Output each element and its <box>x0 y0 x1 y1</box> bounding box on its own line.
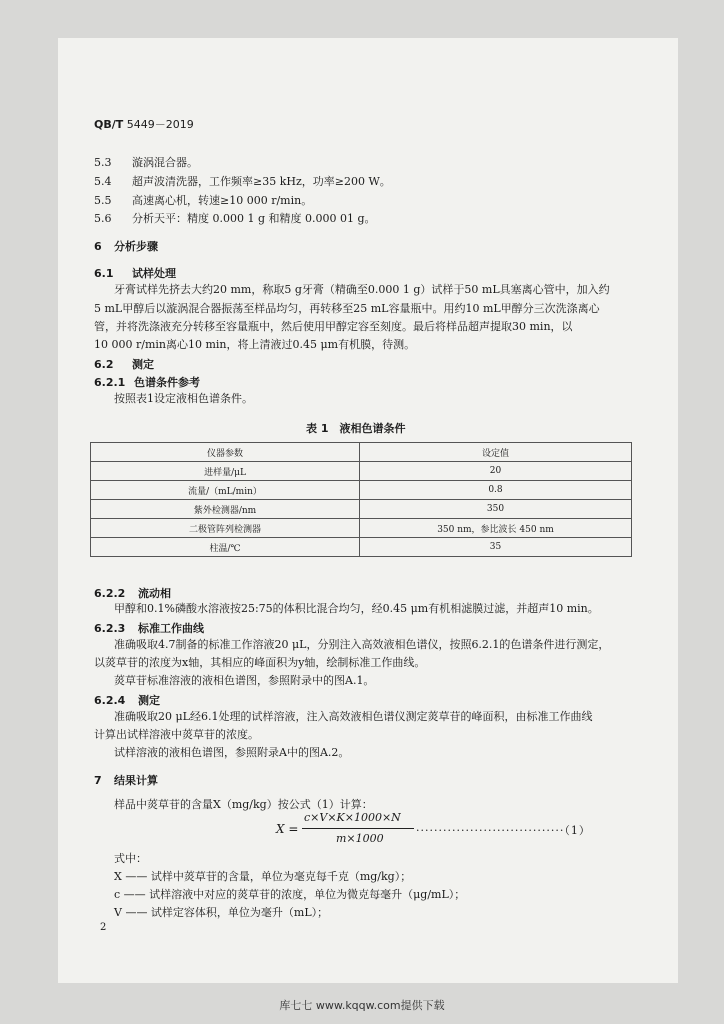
s61-line-3: 管，并将洗涤液充分转移至容量瓶中，然后使用甲醇定容至刻度。最后将样品超声提取30 min，以 <box>94 320 573 333</box>
fraction-bar <box>302 828 414 829</box>
table-cell: 350 <box>360 500 632 519</box>
formula-numerator: c×V×K×1000×N <box>304 811 401 824</box>
equip-item-5-4: 5.4 超声波清洗器，工作频率≥35 kHz，功率≥200 W。 <box>94 175 391 188</box>
s624-line-2: 计算出试样溶液中菼草苷的浓度。 <box>94 728 259 741</box>
table-cell: 流量/（mL/min） <box>91 481 360 500</box>
s623-line-3: 菼草苷标准溶液的液相色谱图，参照附录中的图A.1。 <box>114 674 375 687</box>
table-cell: 20 <box>360 462 632 481</box>
s623-line-2: 以菼草苷的浓度为x轴，其相应的峰面积为y轴，绘制标准工作曲线。 <box>94 656 426 669</box>
table-caption: 表 1 液相色谱条件 <box>306 422 406 435</box>
standard-code-header: QB/T 5449－2019 <box>94 118 194 131</box>
table-header-cell: 仪器参数 <box>91 443 360 462</box>
definition-c: c —— 试样溶液中对应的菼草苷的浓度，单位为微克每毫升（μg/mL）； <box>114 888 466 901</box>
table-cell: 柱温/℃ <box>91 538 360 557</box>
equip-item-5-3: 5.3 漩涡混合器。 <box>94 156 198 169</box>
table-row <box>91 481 632 500</box>
s623-line-1: 准确吸取4.7制备的标准工作溶液20 μL，分别注入高效液相色谱仪，按照6.2.1的色谱条件进行测定， <box>114 638 610 651</box>
section-6-2-1-heading: 6.2.1 色谱条件参考 <box>94 376 200 389</box>
where-label: 式中： <box>114 852 147 865</box>
download-footer: 库七七 www.kqqw.com提供下载 <box>279 999 445 1012</box>
table-header-cell: 设定值 <box>360 443 632 462</box>
formula-lhs: X = <box>276 822 299 836</box>
s61-line-4: 10 000 r/min离心10 min，将上清液过0.45 μm有机膜，待测。 <box>94 338 416 351</box>
section-6-heading: 6 分析步骤 <box>94 240 158 253</box>
s624-line-1: 准确吸取20 μL经6.1处理的试样溶液，注入高效液相色谱仪测定菼草苷的峰面积，由标准工作曲线 <box>114 710 593 723</box>
section-7-heading: 7 结果计算 <box>94 774 158 787</box>
equip-item-5-6: 5.6 分析天平：精度 0.000 1 g 和精度 0.000 01 g。 <box>94 212 376 225</box>
table-row <box>91 500 632 519</box>
formula-denominator: m×1000 <box>336 832 384 845</box>
equip-item-5-5: 5.5 高速离心机，转速≥10 000 r/min。 <box>94 194 313 207</box>
definition-x: X —— 试样中菼草苷的含量，单位为毫克每千克（mg/kg）； <box>114 870 412 883</box>
s622-text: 甲醇和0.1%磷酸水溶液按25:75的体积比混合均匀，经0.45 μm有机相滤膜过滤，并超声10 min。 <box>114 602 599 615</box>
table-row <box>91 538 632 557</box>
table-row <box>91 462 632 481</box>
table-cell: 进样量/μL <box>91 462 360 481</box>
table-cell: 0.8 <box>360 481 632 500</box>
table-row <box>91 519 632 538</box>
definition-v: V —— 试样定容体积，单位为毫升（mL）； <box>114 906 329 919</box>
calc-intro: 样品中菼草苷的含量X（mg/kg）按公式（1）计算： <box>114 798 373 811</box>
section-6-1-heading: 6.1 试样处理 <box>94 267 176 280</box>
table-cell: 二极管阵列检测器 <box>91 519 360 538</box>
s61-line-1: 牙膏试样先挤去大约20 mm，称取5 g牙膏（精确至0.000 1 g）试样于50 mL具塞离心管中，加入约 <box>114 283 610 296</box>
formula-number: ·································（1） <box>416 824 591 837</box>
chromatography-conditions-table <box>90 442 632 557</box>
s61-line-2: 5 mL甲醇后以漩涡混合器振荡至样品均匀，再转移至25 mL容量瓶中。用约10 mL甲醇分三次洗涤离心 <box>94 302 600 315</box>
section-6-2-4-heading: 6.2.4 测定 <box>94 694 160 707</box>
table-cell: 350 nm，参比波长 450 nm <box>360 519 632 538</box>
table-header-row <box>91 443 632 462</box>
section-6-2-2-heading: 6.2.2 流动相 <box>94 587 171 600</box>
table-cell: 紫外检测器/nm <box>91 500 360 519</box>
page-number: 2 <box>100 922 107 933</box>
section-6-2-heading: 6.2 测定 <box>94 358 154 371</box>
s624-line-3: 试样溶液的液相色谱图，参照附录A中的图A.2。 <box>114 746 350 759</box>
table-cell: 35 <box>360 538 632 557</box>
section-6-2-3-heading: 6.2.3 标准工作曲线 <box>94 622 204 635</box>
s621-text: 按照表1设定液相色谱条件。 <box>114 392 253 405</box>
